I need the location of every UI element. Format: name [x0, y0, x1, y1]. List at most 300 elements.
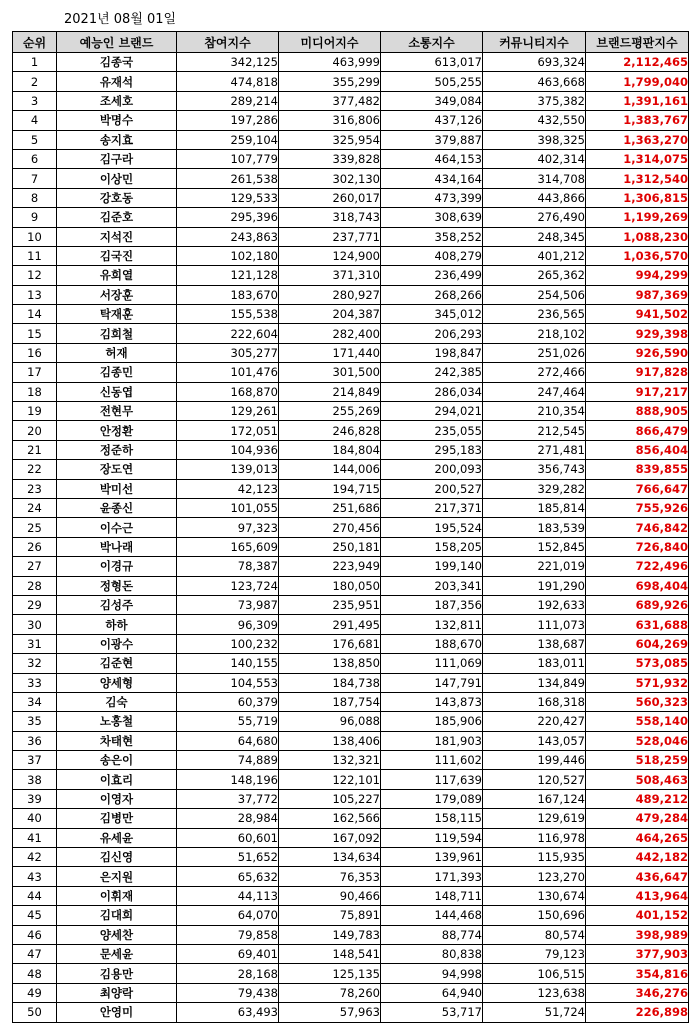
participation-cell: 305,277: [177, 343, 279, 362]
participation-cell: 243,863: [177, 227, 279, 246]
header-brand: 예능인 브랜드: [57, 32, 177, 53]
brand-name-cell: 문세윤: [57, 944, 177, 963]
community-cell: 398,325: [483, 130, 586, 149]
rank-cell: 32: [13, 654, 57, 673]
community-cell: 79,123: [483, 944, 586, 963]
community-cell: 199,446: [483, 751, 586, 770]
participation-cell: 259,104: [177, 130, 279, 149]
table-row: [13, 789, 689, 808]
media-cell: 355,299: [279, 72, 381, 91]
brand-name-cell: 김국진: [57, 246, 177, 265]
participation-cell: 289,214: [177, 91, 279, 110]
brand-name-cell: 허재: [57, 343, 177, 362]
communication-cell: 119,594: [381, 828, 483, 847]
communication-cell: 195,524: [381, 518, 483, 537]
rank-cell: 28: [13, 576, 57, 595]
community-cell: 183,011: [483, 654, 586, 673]
community-cell: 192,633: [483, 595, 586, 614]
community-cell: 251,026: [483, 343, 586, 362]
communication-cell: 235,055: [381, 421, 483, 440]
participation-cell: 74,889: [177, 751, 279, 770]
community-cell: 402,314: [483, 149, 586, 168]
communication-cell: 132,811: [381, 615, 483, 634]
communication-cell: 242,385: [381, 363, 483, 382]
reputation-cell: 571,932: [586, 673, 689, 692]
media-cell: 105,227: [279, 789, 381, 808]
rank-cell: 30: [13, 615, 57, 634]
rank-cell: 36: [13, 731, 57, 750]
brand-name-cell: 양세형: [57, 673, 177, 692]
participation-cell: 28,168: [177, 964, 279, 983]
communication-cell: 345,012: [381, 305, 483, 324]
media-cell: 122,101: [279, 770, 381, 789]
table-row: [13, 285, 689, 304]
brand-name-cell: 김대희: [57, 906, 177, 925]
table-row: [13, 634, 689, 653]
table-row: [13, 751, 689, 770]
community-cell: 254,506: [483, 285, 586, 304]
table-row: [13, 964, 689, 983]
rank-cell: 41: [13, 828, 57, 847]
community-cell: 152,845: [483, 537, 586, 556]
table-row: [13, 809, 689, 828]
reputation-cell: 1,391,161: [586, 91, 689, 110]
media-cell: 194,715: [279, 479, 381, 498]
communication-cell: 94,998: [381, 964, 483, 983]
communication-cell: 379,887: [381, 130, 483, 149]
participation-cell: 183,670: [177, 285, 279, 304]
community-cell: 123,270: [483, 867, 586, 886]
media-cell: 125,135: [279, 964, 381, 983]
community-cell: 185,814: [483, 498, 586, 517]
participation-cell: 474,818: [177, 72, 279, 91]
community-cell: 111,073: [483, 615, 586, 634]
table-row: [13, 654, 689, 673]
community-cell: 168,318: [483, 692, 586, 711]
rank-cell: 2: [13, 72, 57, 91]
community-cell: 463,668: [483, 72, 586, 91]
rank-cell: 18: [13, 382, 57, 401]
communication-cell: 464,153: [381, 149, 483, 168]
brand-name-cell: 송은이: [57, 751, 177, 770]
brand-name-cell: 김병만: [57, 809, 177, 828]
communication-cell: 147,791: [381, 673, 483, 692]
community-cell: 51,724: [483, 1003, 586, 1022]
participation-cell: 60,601: [177, 828, 279, 847]
rank-cell: 24: [13, 498, 57, 517]
rank-cell: 21: [13, 440, 57, 459]
reputation-cell: 866,479: [586, 421, 689, 440]
rank-cell: 34: [13, 692, 57, 711]
reputation-cell: 489,212: [586, 789, 689, 808]
communication-cell: 434,164: [381, 169, 483, 188]
communication-cell: 80,838: [381, 944, 483, 963]
reputation-cell: 560,323: [586, 692, 689, 711]
media-cell: 78,260: [279, 983, 381, 1002]
media-cell: 318,743: [279, 208, 381, 227]
table-body: [13, 53, 689, 1023]
rank-cell: 31: [13, 634, 57, 653]
community-cell: 120,527: [483, 770, 586, 789]
media-cell: 237,771: [279, 227, 381, 246]
header-media: 미디어지수: [279, 32, 381, 53]
rank-cell: 4: [13, 111, 57, 130]
participation-cell: 261,538: [177, 169, 279, 188]
rank-cell: 22: [13, 460, 57, 479]
community-cell: 401,212: [483, 246, 586, 265]
media-cell: 280,927: [279, 285, 381, 304]
reputation-cell: 479,284: [586, 809, 689, 828]
table-row: [13, 227, 689, 246]
brand-name-cell: 김희철: [57, 324, 177, 343]
table-row: [13, 615, 689, 634]
rank-cell: 43: [13, 867, 57, 886]
community-cell: 375,382: [483, 91, 586, 110]
table-row: [13, 925, 689, 944]
participation-cell: 79,858: [177, 925, 279, 944]
rank-cell: 26: [13, 537, 57, 556]
brand-name-cell: 이효리: [57, 770, 177, 789]
communication-cell: 179,089: [381, 789, 483, 808]
rank-cell: 48: [13, 964, 57, 983]
brand-name-cell: 김신영: [57, 848, 177, 867]
rank-cell: 46: [13, 925, 57, 944]
brand-name-cell: 안영미: [57, 1003, 177, 1022]
reputation-cell: 226,898: [586, 1003, 689, 1022]
communication-cell: 295,183: [381, 440, 483, 459]
table-row: [13, 91, 689, 110]
community-cell: 693,324: [483, 53, 586, 72]
reputation-cell: 377,903: [586, 944, 689, 963]
communication-cell: 53,717: [381, 1003, 483, 1022]
brand-name-cell: 김구라: [57, 149, 177, 168]
media-cell: 171,440: [279, 343, 381, 362]
communication-cell: 613,017: [381, 53, 483, 72]
communication-cell: 200,093: [381, 460, 483, 479]
participation-cell: 101,476: [177, 363, 279, 382]
rank-cell: 44: [13, 886, 57, 905]
reputation-cell: 604,269: [586, 634, 689, 653]
media-cell: 187,754: [279, 692, 381, 711]
table-row: [13, 770, 689, 789]
community-cell: 329,282: [483, 479, 586, 498]
table-row: [13, 188, 689, 207]
reputation-cell: 929,398: [586, 324, 689, 343]
participation-cell: 79,438: [177, 983, 279, 1002]
media-cell: 260,017: [279, 188, 381, 207]
brand-name-cell: 이수근: [57, 518, 177, 537]
brand-name-cell: 김준호: [57, 208, 177, 227]
media-cell: 463,999: [279, 53, 381, 72]
participation-cell: 37,772: [177, 789, 279, 808]
header-rank: 순위: [13, 32, 57, 53]
participation-cell: 165,609: [177, 537, 279, 556]
rank-cell: 6: [13, 149, 57, 168]
table-row: [13, 382, 689, 401]
media-cell: 138,850: [279, 654, 381, 673]
table-row: [13, 460, 689, 479]
reputation-cell: 1,088,230: [586, 227, 689, 246]
reputation-cell: 436,647: [586, 867, 689, 886]
participation-cell: 100,232: [177, 634, 279, 653]
media-cell: 214,849: [279, 382, 381, 401]
media-cell: 339,828: [279, 149, 381, 168]
table-row: [13, 576, 689, 595]
table-row: [13, 906, 689, 925]
community-cell: 130,674: [483, 886, 586, 905]
brand-name-cell: 조세호: [57, 91, 177, 110]
participation-cell: 140,155: [177, 654, 279, 673]
reputation-cell: 987,369: [586, 285, 689, 304]
communication-cell: 111,602: [381, 751, 483, 770]
table-row: [13, 731, 689, 750]
table-row: [13, 479, 689, 498]
communication-cell: 308,639: [381, 208, 483, 227]
participation-cell: 64,070: [177, 906, 279, 925]
brand-name-cell: 전현무: [57, 402, 177, 421]
communication-cell: 505,255: [381, 72, 483, 91]
communication-cell: 111,069: [381, 654, 483, 673]
communication-cell: 206,293: [381, 324, 483, 343]
reputation-cell: 839,855: [586, 460, 689, 479]
communication-cell: 294,021: [381, 402, 483, 421]
table-row: [13, 712, 689, 731]
reputation-cell: 766,647: [586, 479, 689, 498]
header-participation: 참여지수: [177, 32, 279, 53]
community-cell: 212,545: [483, 421, 586, 440]
media-cell: 184,738: [279, 673, 381, 692]
rank-cell: 50: [13, 1003, 57, 1022]
reputation-cell: 518,259: [586, 751, 689, 770]
media-cell: 251,686: [279, 498, 381, 517]
community-cell: 138,687: [483, 634, 586, 653]
participation-cell: 342,125: [177, 53, 279, 72]
participation-cell: 28,984: [177, 809, 279, 828]
reputation-cell: 755,926: [586, 498, 689, 517]
communication-cell: 198,847: [381, 343, 483, 362]
brand-name-cell: 노홍철: [57, 712, 177, 731]
rank-cell: 14: [13, 305, 57, 324]
rank-cell: 45: [13, 906, 57, 925]
communication-cell: 187,356: [381, 595, 483, 614]
header-communication: 소통지수: [381, 32, 483, 53]
media-cell: 96,088: [279, 712, 381, 731]
reputation-cell: 698,404: [586, 576, 689, 595]
community-cell: 248,345: [483, 227, 586, 246]
brand-name-cell: 이영자: [57, 789, 177, 808]
brand-name-cell: 하하: [57, 615, 177, 634]
reputation-cell: 1,199,269: [586, 208, 689, 227]
reputation-cell: 941,502: [586, 305, 689, 324]
reputation-cell: 726,840: [586, 537, 689, 556]
brand-name-cell: 박나래: [57, 537, 177, 556]
brand-name-cell: 윤종신: [57, 498, 177, 517]
reputation-cell: 631,688: [586, 615, 689, 634]
communication-cell: 203,341: [381, 576, 483, 595]
reputation-cell: 1,383,767: [586, 111, 689, 130]
brand-name-cell: 지석진: [57, 227, 177, 246]
rank-cell: 15: [13, 324, 57, 343]
brand-reputation-table: [12, 31, 689, 1023]
rank-cell: 35: [13, 712, 57, 731]
reputation-cell: 528,046: [586, 731, 689, 750]
media-cell: 76,353: [279, 867, 381, 886]
communication-cell: 64,940: [381, 983, 483, 1002]
community-cell: 115,935: [483, 848, 586, 867]
rank-cell: 9: [13, 208, 57, 227]
brand-name-cell: 박미선: [57, 479, 177, 498]
media-cell: 302,130: [279, 169, 381, 188]
community-cell: 80,574: [483, 925, 586, 944]
media-cell: 57,963: [279, 1003, 381, 1022]
community-cell: 220,427: [483, 712, 586, 731]
reputation-cell: 508,463: [586, 770, 689, 789]
communication-cell: 188,670: [381, 634, 483, 653]
rank-cell: 12: [13, 266, 57, 285]
table-row: [13, 828, 689, 847]
rank-cell: 49: [13, 983, 57, 1002]
header-row: [13, 32, 689, 53]
table-row: [13, 498, 689, 517]
media-cell: 132,321: [279, 751, 381, 770]
brand-name-cell: 최양락: [57, 983, 177, 1002]
communication-cell: 144,468: [381, 906, 483, 925]
community-cell: 134,849: [483, 673, 586, 692]
media-cell: 134,634: [279, 848, 381, 867]
brand-name-cell: 이광수: [57, 634, 177, 653]
community-cell: 167,124: [483, 789, 586, 808]
table-row: [13, 208, 689, 227]
brand-name-cell: 김숙: [57, 692, 177, 711]
reputation-cell: 1,314,075: [586, 149, 689, 168]
media-cell: 301,500: [279, 363, 381, 382]
reputation-cell: 994,299: [586, 266, 689, 285]
communication-cell: 158,205: [381, 537, 483, 556]
media-cell: 184,804: [279, 440, 381, 459]
participation-cell: 73,987: [177, 595, 279, 614]
table-row: [13, 557, 689, 576]
table-row: [13, 324, 689, 343]
media-cell: 75,891: [279, 906, 381, 925]
community-cell: 276,490: [483, 208, 586, 227]
community-cell: 432,550: [483, 111, 586, 130]
reputation-cell: 746,842: [586, 518, 689, 537]
participation-cell: 44,113: [177, 886, 279, 905]
table-row: [13, 72, 689, 91]
community-cell: 116,978: [483, 828, 586, 847]
report-date: 2021년 08월 01일: [64, 12, 177, 27]
rank-cell: 19: [13, 402, 57, 421]
brand-name-cell: 유재석: [57, 72, 177, 91]
communication-cell: 268,266: [381, 285, 483, 304]
reputation-cell: 354,816: [586, 964, 689, 983]
rank-cell: 42: [13, 848, 57, 867]
brand-name-cell: 김용만: [57, 964, 177, 983]
media-cell: 180,050: [279, 576, 381, 595]
rank-cell: 33: [13, 673, 57, 692]
brand-name-cell: 유세윤: [57, 828, 177, 847]
media-cell: 204,387: [279, 305, 381, 324]
participation-cell: 148,196: [177, 770, 279, 789]
participation-cell: 63,493: [177, 1003, 279, 1022]
communication-cell: 158,115: [381, 809, 483, 828]
communication-cell: 88,774: [381, 925, 483, 944]
participation-cell: 155,538: [177, 305, 279, 324]
reputation-cell: 888,905: [586, 402, 689, 421]
rank-cell: 25: [13, 518, 57, 537]
reputation-cell: 401,152: [586, 906, 689, 925]
communication-cell: 200,527: [381, 479, 483, 498]
rank-cell: 40: [13, 809, 57, 828]
table-row: [13, 673, 689, 692]
media-cell: 162,566: [279, 809, 381, 828]
communication-cell: 139,961: [381, 848, 483, 867]
table-row: [13, 518, 689, 537]
brand-name-cell: 신동엽: [57, 382, 177, 401]
brand-name-cell: 양세찬: [57, 925, 177, 944]
reputation-cell: 917,217: [586, 382, 689, 401]
rank-cell: 5: [13, 130, 57, 149]
reputation-cell: 722,496: [586, 557, 689, 576]
brand-name-cell: 이경규: [57, 557, 177, 576]
communication-cell: 185,906: [381, 712, 483, 731]
participation-cell: 172,051: [177, 421, 279, 440]
community-cell: 356,743: [483, 460, 586, 479]
media-cell: 167,092: [279, 828, 381, 847]
participation-cell: 104,553: [177, 673, 279, 692]
media-cell: 148,541: [279, 944, 381, 963]
reputation-cell: 442,182: [586, 848, 689, 867]
table-row: [13, 266, 689, 285]
community-cell: 129,619: [483, 809, 586, 828]
brand-name-cell: 정준하: [57, 440, 177, 459]
rank-cell: 1: [13, 53, 57, 72]
rank-cell: 38: [13, 770, 57, 789]
media-cell: 377,482: [279, 91, 381, 110]
participation-cell: 129,261: [177, 402, 279, 421]
rank-cell: 13: [13, 285, 57, 304]
rank-cell: 47: [13, 944, 57, 963]
brand-name-cell: 김준현: [57, 654, 177, 673]
table-row: [13, 130, 689, 149]
table-row: [13, 421, 689, 440]
communication-cell: 236,499: [381, 266, 483, 285]
communication-cell: 117,639: [381, 770, 483, 789]
table-row: [13, 537, 689, 556]
reputation-cell: 398,989: [586, 925, 689, 944]
brand-name-cell: 김성주: [57, 595, 177, 614]
brand-name-cell: 서장훈: [57, 285, 177, 304]
media-cell: 371,310: [279, 266, 381, 285]
community-cell: 218,102: [483, 324, 586, 343]
rank-cell: 10: [13, 227, 57, 246]
community-cell: 106,515: [483, 964, 586, 983]
reputation-cell: 1,312,540: [586, 169, 689, 188]
community-cell: 314,708: [483, 169, 586, 188]
participation-cell: 55,719: [177, 712, 279, 731]
brand-name-cell: 정형돈: [57, 576, 177, 595]
rank-cell: 16: [13, 343, 57, 362]
community-cell: 271,481: [483, 440, 586, 459]
reputation-cell: 917,828: [586, 363, 689, 382]
participation-cell: 295,396: [177, 208, 279, 227]
table-row: [13, 246, 689, 265]
rank-cell: 20: [13, 421, 57, 440]
rank-cell: 29: [13, 595, 57, 614]
brand-name-cell: 차태현: [57, 731, 177, 750]
brand-name-cell: 김종민: [57, 363, 177, 382]
community-cell: 191,290: [483, 576, 586, 595]
